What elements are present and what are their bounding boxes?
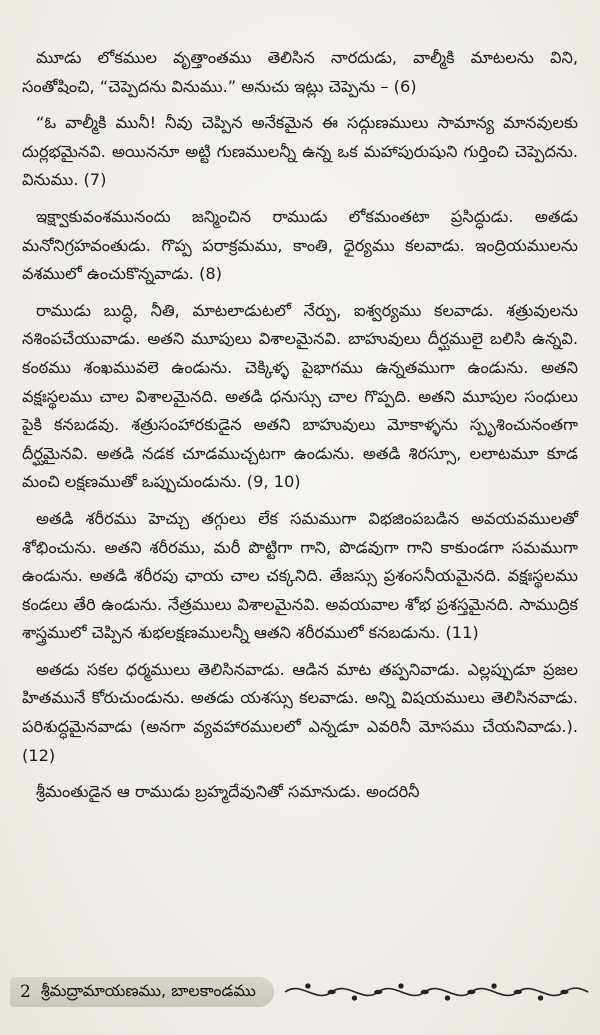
paragraph-9-10: రాముడు బుద్ధి, నీతి, మాటలాడుటలో నేర్పు, ఐశ్వర్యము కలవాడు. శత్రువులను నశింపచేయువాడు. అతని మూపులు విశాలమైనవి. బాహువులు దీర్ఘములై బలిసి ఉన్నవి. కంఠము శంఖమువలె ఉండును. చెక్కిళ్ళ పైభాగము ఉన్నతముగా ఉండును. అతని వక్షఃస్థలము చాల విశాలమైనది. అతడి ధనుస్సు చాల గొప్పది. అతని మూపుల సంధులు పైకి కనబడవు. శత్రుసంహారకుడైన అతని బాహువులు మోకాళ్ళను స్పృశించునంతగా దీర్ఘమైనవి. అతడి నడక చూడముచ్చటగా ఉండును. అతడి శిరస్సూ, లలాటమూ కూడ మంచి లక్షణముతో ఒప్పుచుండును. (9, 10) xyxy=(22,300,578,492)
floral-ornament-icon xyxy=(280,977,590,1007)
paragraph-11: అతడి శరీరము హెచ్చు తగ్గులు లేక సమముగా విభజింపబడిన అవయవములతో శోభించును. అతని శరీరము, మరీ పొట్టిగా గాని, పొడవుగా గాని కాకుండగా సమముగా ఉండును. అతడి శరీరపు ఛాయ చాల చక్కనిది. తేజస్సు ప్రశంసనీయమైనది. వక్షఃస్థలము కండలు తేరి ఉండును. నేత్రములు విశాలమైనవి. అవయవాల శోభ ప్రశస్తమైనది. సాముద్రిక శాస్త్రములో చెప్పిన శుభలక్షణములన్నీ ఆతని శరీరములో కనబడును. (11) xyxy=(22,508,578,643)
page-number: 2 xyxy=(20,982,31,1002)
paragraph-12: అతడు సకల ధర్మములు తెలిసినవాడు. ఆడిన మాట తప్పనివాడు. ఎల్లప్పుడూ ప్రజల హితమునే కోరుచుండును. అతడు యశస్సు కలవాడు. అన్ని విషయములు తెలిసినవాడు. పరిశుద్ధమైనవాడు (అనగా వ్యవహారములలో ఎన్నడూ ఎవరినీ మోసము చేయనివాడు.). (12) xyxy=(22,659,578,765)
book-title: శ్రీమద్రామాయణము, బాలకాండము xyxy=(40,980,256,1000)
page-footer xyxy=(10,975,590,1009)
paragraph-7: “ఓ వాల్మీకి మునీ! నీవు చెప్పిన అనేకమైన ఈ సద్గుణములు సామాన్య మానవులకు దుర్లభమైనవి. అయిననూ అట్టి గుణములన్నీ ఉన్న ఒక మహాపురుషుని గుర్తించి చెప్పెదను. వినుము. (7) xyxy=(22,113,578,190)
paragraph-13-start: శ్రీమంతుడైన ఆ రాముడు బ్రహ్మదేవునితో సమానుడు. అందరినీ xyxy=(36,782,420,802)
body-text xyxy=(22,44,578,815)
footer-tab xyxy=(10,977,274,1007)
paragraph-8: ఇక్ష్వాకువంశమునందు జన్మించిన రాముడు లోకమంతటా ప్రసిద్ధుడు. అతడు మనోనిగ్రహవంతుడు. గొప్ప పరాక్రమము, కాంతి, ధైర్యము కలవాడు. ఇంద్రియములను వశములో ఉంచుకొన్నవాడు. (8) xyxy=(22,206,578,284)
paragraph-6: మూడు లోకముల వృత్తాంతము తెలిసిన నారదుడు, వాల్మీకి మాటలను విని, సంతోషించి, “చెప్పెదను వినుము.” అనుచు ఇట్లు చెప్పెను – (6) xyxy=(22,48,578,96)
